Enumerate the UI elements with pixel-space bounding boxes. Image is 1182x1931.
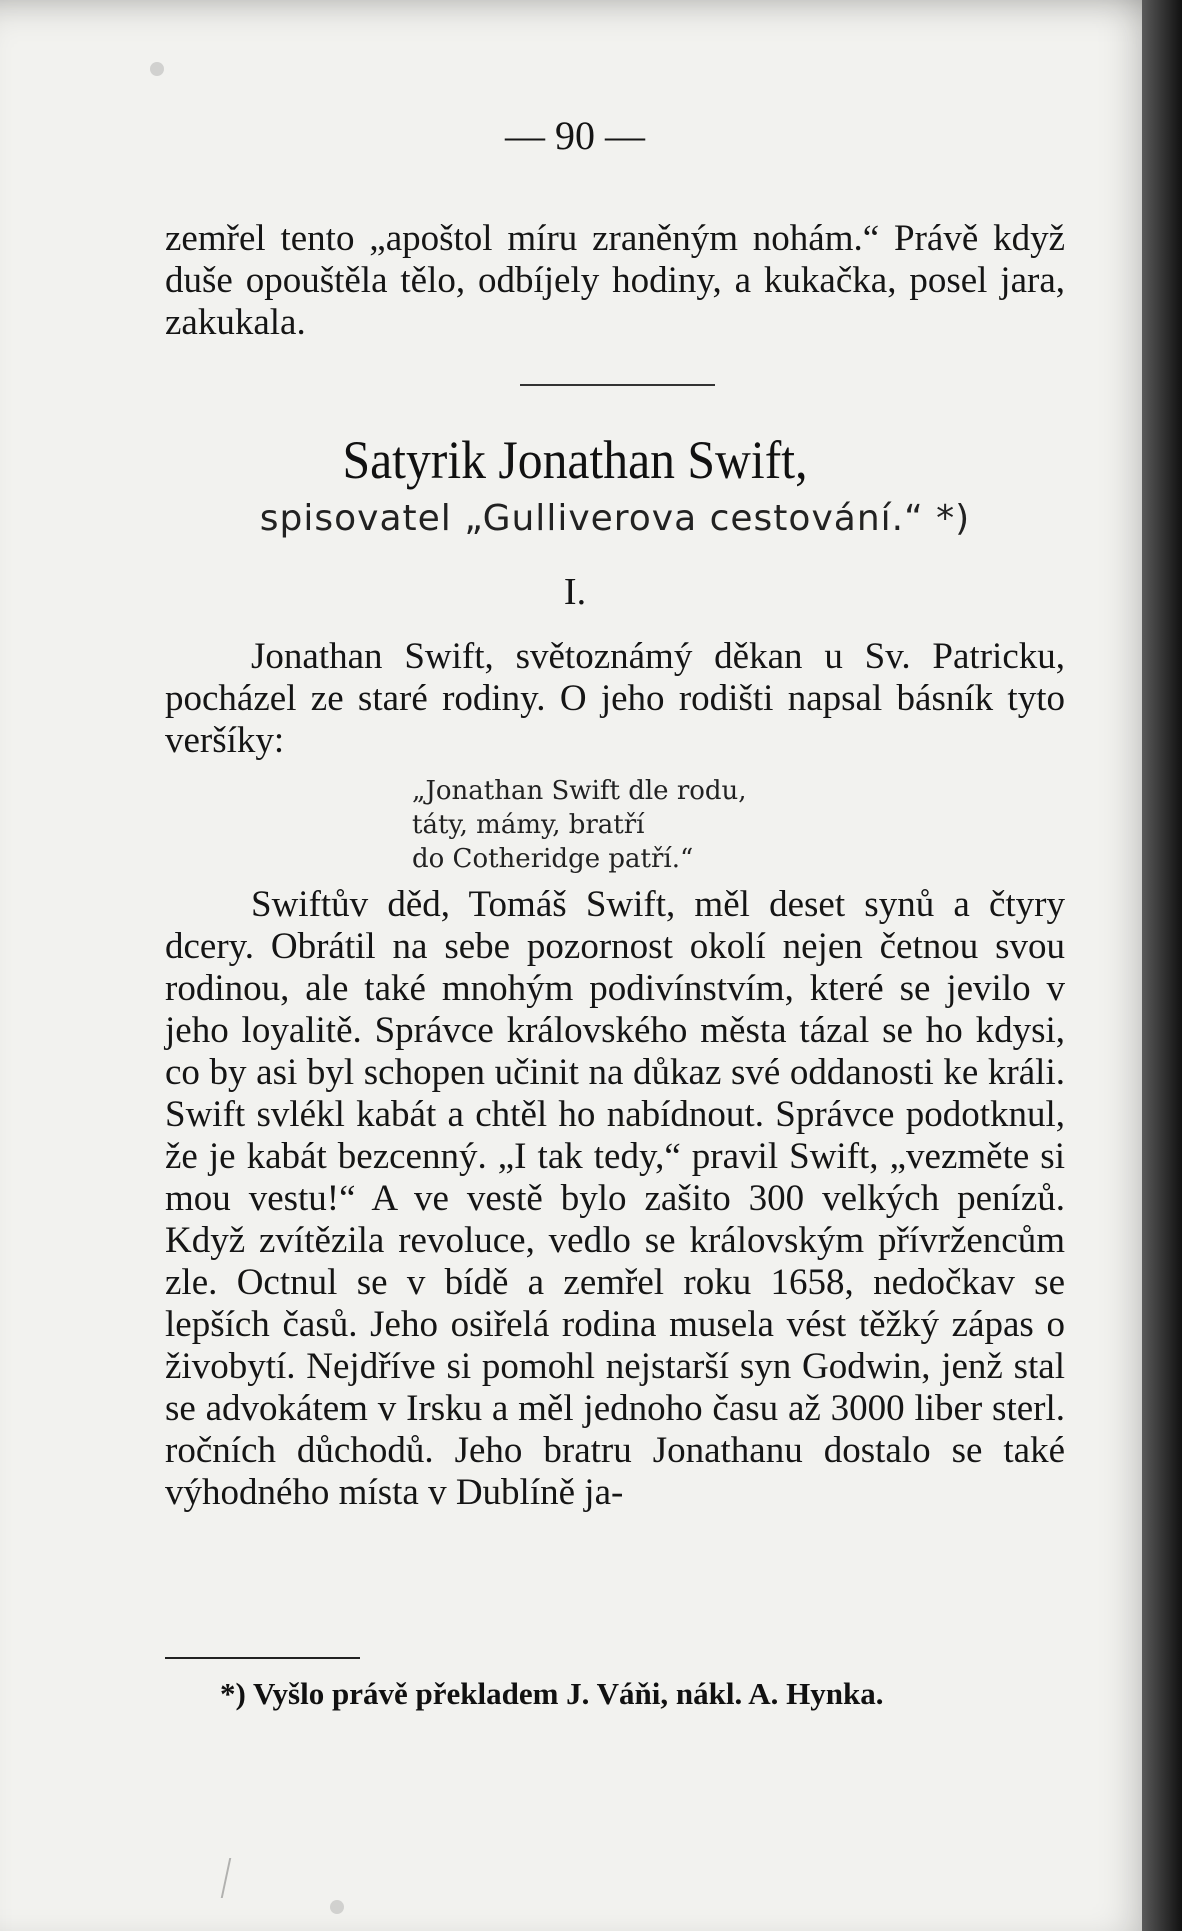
verse-line-2: táty, mámy, bratří	[412, 810, 645, 840]
scan-spot	[150, 62, 164, 76]
page-edge-shadow	[1142, 0, 1182, 1931]
footnote-rule	[165, 1657, 360, 1659]
verse-line-3: do Cotheridge patří.“	[412, 844, 694, 874]
paragraph-1: Jonathan Swift, světoznámý děkan u Sv. Patricku, pocházel ze staré rodiny. O jeho rodišti napsal básník tyto veršíky:	[165, 636, 1065, 761]
section-divider	[520, 384, 715, 386]
section-number: I.	[563, 571, 587, 613]
scan-spot	[330, 1900, 344, 1914]
chapter-subtitle: spisovatel „Gulliverova cestování.“ *)	[259, 498, 971, 539]
verse-block	[412, 774, 1052, 876]
chapter-title: Satyrik Jonathan Swift,	[342, 430, 808, 490]
paragraph-2: Swiftův děd, Tomáš Swift, měl deset synů a čtyry dcery. Obrátil na sebe pozornost okolí nejen četnou svou rodinou, ale také mnohým podivínstvím, které se jevilo v jeho loyalitě. Správce královského města tázal se ho kdysi, co by asi byl schopen učinit na důkaz své oddanosti ke králi. Swift svlékl kabát a chtěl ho nabídnout. Správce podotknul, že je kabát bezcenný. „I tak tedy,“ pravil Swift, „vezměte si mou vestu!“ A ve vestě bylo zašito 300 velkých penízů. Když zvítězila revoluce, vedlo se královským přívržencům zle. Octnul se v bídě a zemřel roku 1658, nedočkav se lepších časů. Jeho osiřelá rodina musela vést těžký zápas o živobytí. Nejdříve si pomohl nejstarší syn Godwin, jenž stal se advokátem v Irsku a měl jednoho času až 3000 liber sterl. ročních důchodů. Jeho bratru Jonathanu dostalo se také výhodného místa v Dublíně ja-	[165, 884, 1065, 1513]
page-number: — 90 —	[505, 113, 645, 158]
verse-line-1: „Jonathan Swift dle rodu,	[412, 776, 747, 806]
intro-paragraph: zemřel tento „apoštol míru zraněným nohám.“ Právě když duše opouštěla tělo, odbíjely hodiny, a kukačka, posel jara, zakukala.	[165, 218, 1065, 343]
footnote: *) Vyšlo právě překladem J. Váňi, nákl. A. Hynka.	[220, 1676, 884, 1711]
pencil-mark	[221, 1858, 244, 1898]
